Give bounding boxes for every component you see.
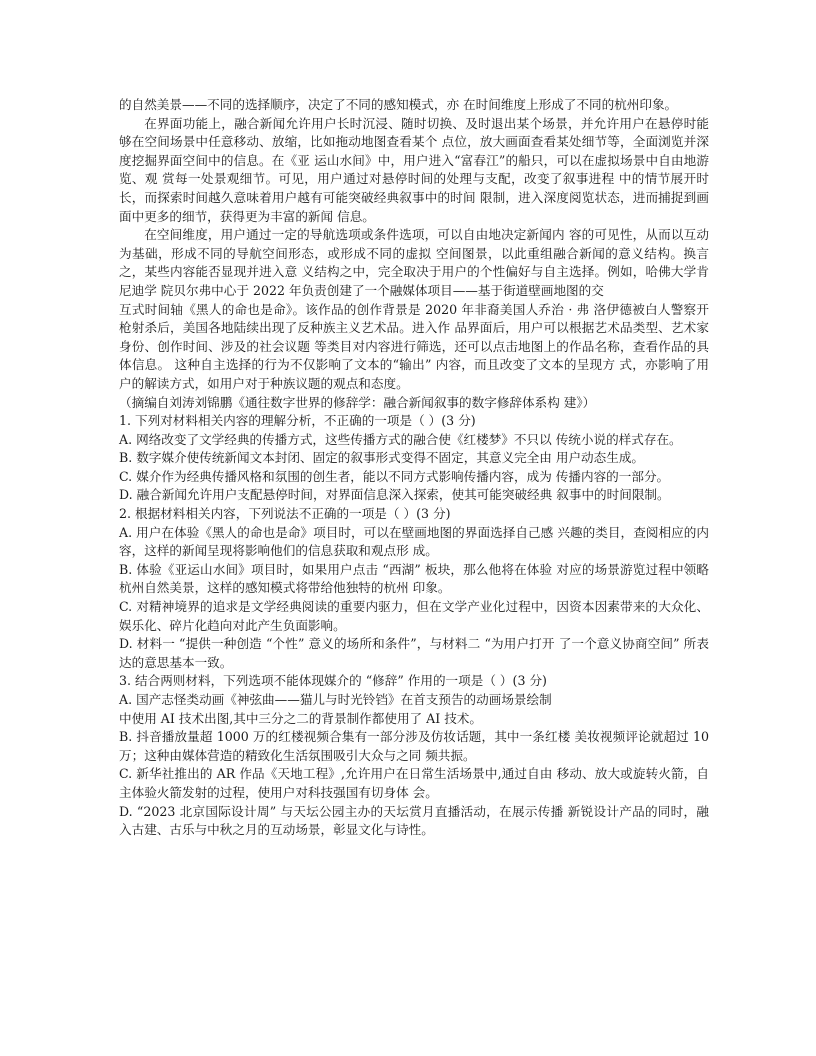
question-stem: 2. 根据材料相关内容，下列说法不正确的一项是（ ）(3 分) xyxy=(119,506,451,522)
paragraph: 在界面功能上，融合新闻允许用户长时沉浸、随时切换、及时退出某个场景，并允许用户在悬停时能够在空间场景中任意移动、放缩，比如拖动地图查看某个 点位，放大画面查看某处细节等，全面浏览并深度挖掘界面空间中的信息。在《亚 运山水间》中，用户进入“富春江”的船只，可以在虚拟场景中自由地游览、观 赏每一处景观细节。可见，用户通过对悬停时间的处理与支配，改变了叙事进程 中的情节展开时长，而探索时间越久意味着用户越有可能突破经典叙事中的时间 限制，进入深度阅览状态，进而捕捉到画面中更多的细节，获得更为丰富的新闻 信息。 xyxy=(119,115,709,224)
question-option: B. 抖音播放量超 1000 万的红楼视频合集有一部分涉及仿妆话题，其中一条红楼 美妆视频评论就超过 10 万；这种由媒体营造的精致化生活氛围吸引大众与之同 频共振。 xyxy=(119,729,709,763)
question-option: A. 网络改变了文学经典的传播方式，这些传播方式的融合使《红楼梦》不只以 传统小说的样式存在。 xyxy=(119,431,682,447)
question-option: D. 材料一 “提供一种创造 “个性” 意义的场所和条件”，与材料二 “为用户打开 了一个意义协商空间” 所表达的意思基本一致。 xyxy=(119,636,709,670)
paragraph: 互式时间轴《黑人的命也是命》。该作品的创作背景是 2020 年非裔美国人乔治 · 弗 洛伊德被白人警察开枪射杀后，美国各地陆续出现了反种族主义艺术品。进入作 品界面后，用户可以根据艺术品类型、艺术家身份、创作时间、涉及的社会议题 等类目对内容进行筛选，还可以点击地图上的作品名称，查看作品的具体信息。 这种自主选择的行为不仅影响了文本的“输出” 内容，而且改变了文本的呈现方 式，亦影响了用户的解读方式，如用户对于种族议题的观点和态度。 xyxy=(119,301,709,391)
question-option: C. 对精神境界的追求是文学经典阅读的重要内驱力，但在文学产业化过程中，因资本因素带来的大众化、娱乐化、碎片化趋向对此产生负面影响。 xyxy=(119,599,709,633)
document-page xyxy=(119,96,709,840)
question-option: D. “2023 北京国际设计周” 与天坛公园主办的天坛赏月直播活动，在展示传播 新锐设计产品的同时，融入古建、古乐与中秋之月的互动场景，彰显文化与诗性。 xyxy=(119,803,709,838)
paragraph: 的自然美景——不同的选择顺序，决定了不同的感知模式，亦 在时间维度上形成了不同的杭州印象。 xyxy=(119,97,678,112)
source-citation: （摘编自刘涛刘锦鹏《通往数字世界的修辞学：融合新闻叙事的数字修辞体系构 建》） xyxy=(119,394,596,410)
question-option: C. 新华社推出的 AR 作品《天地工程》,允许用户在日常生活场景中,通过自由 移动、放大或旋转火箭，自主体验火箭发射的过程，使用户对科技强国有切身体 会。 xyxy=(119,766,709,800)
question-option: A. 国产志怪类动画《神弦曲——猫儿与时光铃铛》在首支预告的动画场景绘制 xyxy=(119,692,552,707)
question-option-continued: 中使用 AI 技术出图,其中三分之二的背景制作都使用了 AI 技术。 xyxy=(119,710,482,726)
question-stem: 3. 结合两则材料，下列选项不能体现媒介的 “修辞” 作用的一项是（ ）(3 分) xyxy=(119,673,547,689)
question-stem: 1. 下列对材料相关内容的理解分析，不正确的一项是（ ）(3 分) xyxy=(119,413,476,429)
question-option: A. 用户在体验《黑人的命也是命》项目时，可以在壁画地图的界面选择自己感 兴趣的类目，查阅相应的内容，这样的新闻呈现将影响他们的信息获取和观点形 成。 xyxy=(119,524,709,559)
question-option: C. 媒介作为经典传播风格和氛围的创生者，能以不同方式影响传播内容，成为 传播内容的一部分。 xyxy=(119,468,670,484)
paragraph: 在空间维度，用户通过一定的导航选项或条件选项，可以自由地决定新闻内 容的可见性，从而以互动为基础，形成不同的导航空间形态，或形成不同的虚拟 空间图景，以此重组融合新闻的意义结构。换言之，某些内容能否显现并进入意 义结构之中，完全取决于用户的个性偏好与自主选择。例如，哈佛大学肯尼迪学 院贝尔弗中心于 2022 年负责创建了一个融媒体项目——基于街道壁画地图的交 xyxy=(119,227,709,298)
question-option: B. 体验《亚运山水间》项目时，如果用户点击 “西湖” 板块，那么他将在体验 对应的场景游览过程中领略杭州自然美景，这样的感知模式将带给他独特的杭州 印象。 xyxy=(119,561,709,596)
question-option: D. 融合新闻允许用户支配悬停时间，对界面信息深入探索，使其可能突破经典 叙事中的时间限制。 xyxy=(119,487,670,503)
question-option: B. 数字媒介使传统新闻文本封闭、固定的叙事形式变得不固定，其意义完全由 用户动态生成。 xyxy=(119,450,645,466)
